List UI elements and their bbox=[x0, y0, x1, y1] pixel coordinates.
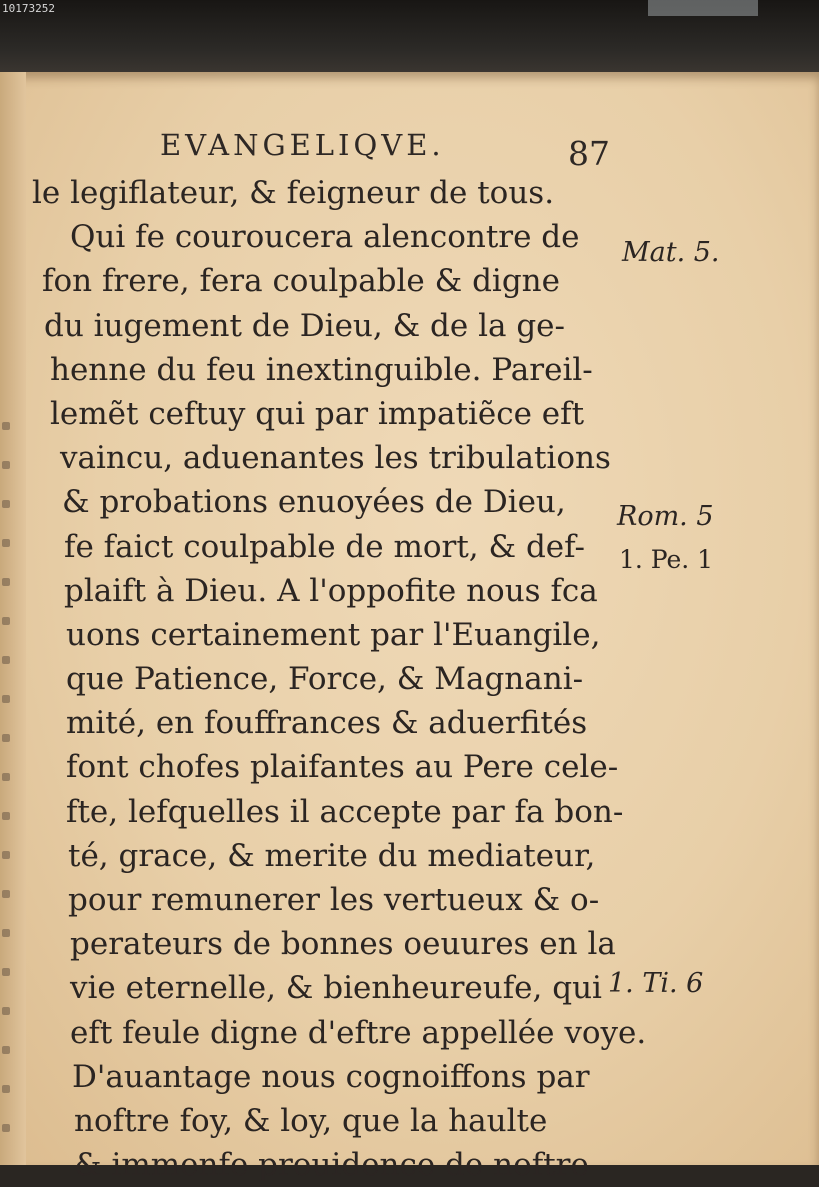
gutter-mark bbox=[2, 773, 10, 781]
text-line: D'auantage nous cognoiffons par bbox=[72, 1058, 590, 1095]
gutter-mark bbox=[2, 422, 10, 430]
page-gutter bbox=[0, 72, 26, 1165]
text-line: perateurs de bonnes oeuures en la bbox=[70, 926, 616, 963]
gutter-mark bbox=[2, 1007, 10, 1015]
gutter-mark bbox=[2, 851, 10, 859]
text-line: eft feule digne d'eftre appellée voye. bbox=[70, 1014, 647, 1051]
body-text bbox=[30, 171, 647, 1187]
text-line: & probations enuoyées de Dieu, bbox=[62, 484, 566, 521]
scan-id: 10173252 bbox=[2, 2, 55, 15]
gutter-mark bbox=[2, 968, 10, 976]
text-line: & immenfe prouidence de noftre bbox=[74, 1147, 589, 1184]
text-line: fte, lefquelles il accepte par fa bon- bbox=[66, 793, 624, 830]
running-title: EVANGELIQVE. bbox=[160, 128, 445, 162]
gutter-mark bbox=[2, 1124, 10, 1132]
text-line: té, grace, & merite du mediateur, bbox=[68, 837, 596, 874]
text-line: vie eternelle, & bienheureufe, qui bbox=[70, 970, 602, 1007]
gutter-mark bbox=[2, 695, 10, 703]
text-line: le legiflateur, & feigneur de tous. bbox=[32, 175, 555, 211]
margin-note-peter: 1. Pe. 1 bbox=[619, 545, 714, 574]
gutter-mark bbox=[2, 617, 10, 625]
text-line: uons certainement par l'Euangile, bbox=[66, 616, 601, 653]
text-line: plaift à Dieu. A l'oppofite nous fca bbox=[64, 572, 598, 609]
gutter-mark bbox=[2, 656, 10, 664]
text-line: font chofes plaifantes au Pere cele- bbox=[66, 749, 619, 786]
gutter-bleed-marks bbox=[2, 422, 16, 1163]
text-line: henne du feu inextinguible. Pareil- bbox=[50, 351, 593, 388]
gutter-mark bbox=[2, 890, 10, 898]
text-line: fon frere, fera coulpable & digne bbox=[42, 263, 560, 300]
margin-note-matthew: Mat. 5. bbox=[622, 237, 720, 268]
text-line: lemẽt ceftuy qui par impatiẽce eft bbox=[50, 395, 585, 432]
margin-note-romans: Rom. 5 bbox=[617, 501, 714, 532]
gutter-mark bbox=[2, 461, 10, 469]
gutter-mark bbox=[2, 734, 10, 742]
gutter-mark bbox=[2, 1085, 10, 1093]
text-line: que Patience, Force, & Magnani- bbox=[66, 661, 584, 698]
text-line: pour remunerer les vertueux & o- bbox=[68, 882, 600, 918]
margin-note-timothy: 1. Ti. 6 bbox=[608, 968, 704, 999]
text-line: fe faict coulpable de mort, & def- bbox=[64, 528, 585, 565]
text-line: vaincu, aduenantes les tribulations bbox=[60, 440, 611, 477]
gutter-mark bbox=[2, 1046, 10, 1054]
page-number: 87 bbox=[568, 134, 610, 173]
text-line: Qui fe couroucera alencontre de bbox=[70, 219, 580, 256]
text-line: mité, en fouffrances & aduerfités bbox=[66, 705, 588, 742]
gutter-mark bbox=[2, 578, 10, 586]
scanner-light-patch bbox=[648, 0, 758, 16]
text-line: du iugement de Dieu, & de la ge- bbox=[44, 307, 565, 344]
gutter-mark bbox=[2, 929, 10, 937]
text-line: noftre foy, & loy, que la haulte bbox=[74, 1102, 548, 1139]
gutter-mark bbox=[2, 539, 10, 547]
gutter-mark bbox=[2, 500, 10, 508]
gutter-mark bbox=[2, 812, 10, 820]
